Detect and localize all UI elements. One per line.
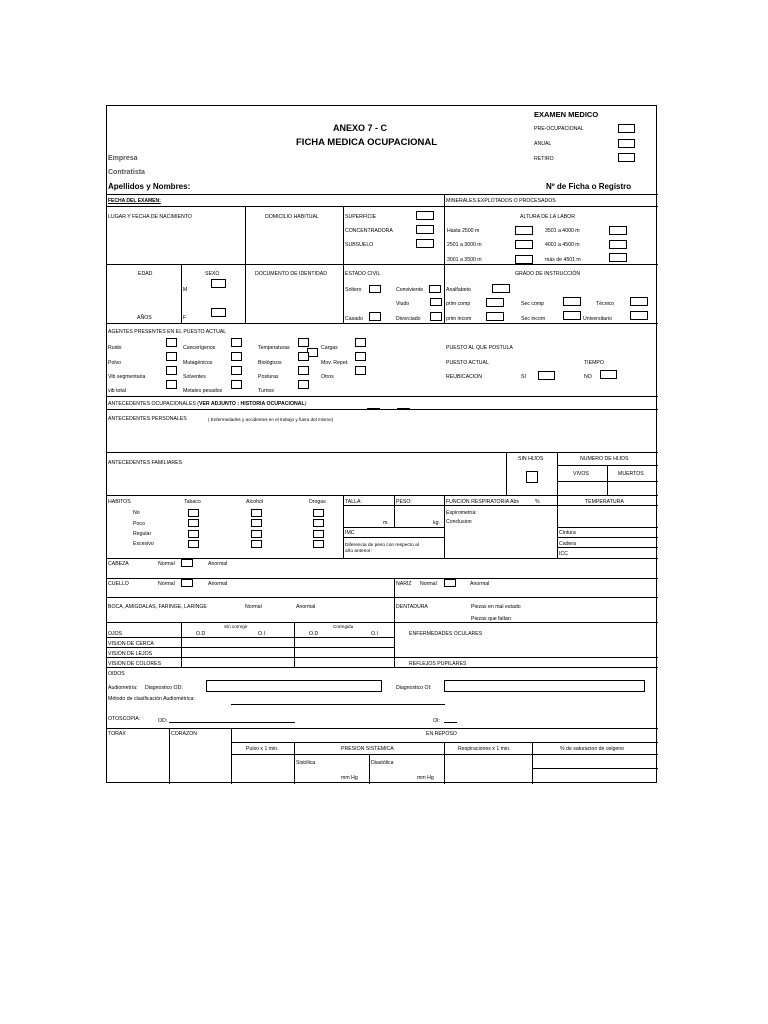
anexo-title: ANEXO 7 - C — [333, 123, 388, 133]
piezas-mal-estado-label: Piezas en mal estado — [471, 604, 521, 610]
cuello-normal-checkbox[interactable] — [181, 579, 193, 587]
divider — [444, 194, 445, 206]
conviviente-label: Conviviente — [396, 287, 424, 293]
pre-ocupacional-checkbox[interactable] — [618, 124, 635, 133]
divider — [557, 547, 658, 548]
divider — [107, 495, 658, 496]
divider — [107, 323, 658, 324]
conclusion-label: Conclusion — [446, 519, 472, 525]
antecedentes-ocupacionales-suffix: ) — [304, 401, 307, 407]
otros-label: Otros — [321, 374, 334, 380]
altura-1-checkbox[interactable] — [515, 226, 533, 235]
cadera-label: Cadera — [559, 541, 577, 547]
talla-unit: m. — [383, 520, 389, 526]
superficie-checkbox[interactable] — [416, 211, 434, 220]
turnos-label: Turnos — [258, 388, 274, 394]
divider — [231, 754, 658, 755]
superficie-label: SUPERFICIE — [345, 214, 377, 220]
cargas-label: Cargas — [321, 345, 338, 351]
anos-label: AÑOS — [137, 315, 152, 321]
divider — [369, 754, 370, 784]
cancerigenos-checkbox[interactable] — [231, 338, 242, 347]
soltero-checkbox[interactable] — [369, 285, 381, 293]
divider — [107, 264, 658, 265]
antecedentes-ocupacionales-label — [108, 401, 306, 407]
nariz-normal-checkbox[interactable] — [444, 579, 456, 587]
turnos-checkbox[interactable] — [298, 380, 309, 389]
ruido-label: Ruido — [108, 345, 122, 351]
mov-repet-label: Mov. Repet. — [321, 360, 349, 366]
divider — [181, 264, 182, 323]
alcohol-regular-checkbox[interactable] — [251, 530, 262, 538]
divider — [107, 396, 658, 397]
biologicos-label: Biológicos — [258, 360, 282, 366]
lugar-nacimiento-label: LUGAR Y FECHA DE NACIMIENTO — [108, 214, 192, 220]
divider — [367, 408, 380, 410]
otoscopia-od-label: OD: — [158, 718, 168, 724]
tabaco-regular-checkbox[interactable] — [188, 530, 199, 538]
alcohol-poco-checkbox[interactable] — [251, 519, 262, 527]
reubicacion-si-checkbox[interactable] — [538, 371, 555, 380]
nariz-label: NARIZ — [396, 581, 412, 587]
reubicacion-no-checkbox[interactable] — [600, 370, 617, 379]
tabaco-excesivo-checkbox[interactable] — [188, 540, 199, 548]
talla-label: TALLA: — [345, 499, 362, 505]
divider — [394, 495, 395, 527]
diastolica-unit: mm Hg — [417, 775, 434, 781]
funcion-respiratoria-label: FUNCION RESPIRATORIA Abs — [446, 499, 520, 505]
oidos-label: OIDOS — [108, 671, 125, 677]
drogas-label: Drogas — [309, 499, 326, 505]
polvo-label: Polvo — [108, 360, 121, 366]
divider — [394, 578, 395, 622]
altura-2-checkbox[interactable] — [609, 226, 627, 235]
divorciado-label: Divorciado — [396, 316, 421, 322]
ficha-number-label: Nº de Ficha o Registro — [546, 182, 632, 191]
cintura-label: Cintura — [559, 530, 576, 536]
diastolica-label: Diastólica — [371, 760, 394, 766]
minerales-label: MINERALES EXPLOTADOS O PROCESADOS — [446, 198, 556, 204]
cuello-normal-label: Normal — [158, 581, 175, 587]
reflejos-pupilares-label: REFLEJOS PUPILARES — [409, 661, 467, 667]
reubicacion-si-label: SI — [521, 374, 526, 380]
divider — [444, 722, 457, 723]
diagnostico-od-field[interactable] — [206, 680, 382, 692]
anual-label: ANUAL — [534, 141, 552, 147]
antecedentes-personales-note: ( Enfermedades y accidentes en el trabajo y fuera del mismo) — [208, 417, 334, 422]
viudo-checkbox[interactable] — [430, 298, 442, 306]
boca-label: BOCA, AMIGDALAS, FARINGE, LARINGE — [108, 604, 207, 610]
muertos-label: MUERTOS — [618, 471, 644, 477]
vib-segmentaria-checkbox[interactable] — [166, 366, 177, 375]
reubicacion-label: REUBICACION — [446, 374, 483, 380]
espirometria-label: Espirometría: — [446, 510, 477, 516]
divider — [532, 768, 658, 769]
peso-label: PESO: — [396, 499, 412, 505]
vision-lejos-label: VISION DE LEJOS — [108, 651, 153, 657]
otoscopia-label: OTOSCOPIA: — [108, 716, 141, 722]
altura-6-label: más de 4501 m — [545, 257, 581, 263]
sec-comp-checkbox[interactable] — [563, 297, 581, 306]
diferencia-peso-label-2: año anterior: — [345, 549, 372, 554]
diferencia-peso-label: Diferencia de peso con respecto al — [345, 543, 419, 548]
peso-unit: kg. — [433, 520, 440, 526]
vib-total-label: vib total — [108, 388, 126, 394]
estado-civil-label: ESTADO CIVIL — [345, 271, 381, 277]
presion-sistemica-label: PRESION SISTEMICA — [341, 746, 394, 752]
sin-corregir-label: Sin corregir — [224, 624, 248, 629]
solventes-label: Solventes — [183, 374, 206, 380]
prim-comp-label: prim comp — [446, 301, 471, 307]
analfabeto-label: Analfabeto — [446, 287, 471, 293]
sistolica-label: Sistólica — [296, 760, 316, 766]
contratista-label: Contratista — [108, 169, 145, 176]
metales-checkbox[interactable] — [231, 380, 242, 389]
grado-instruccion-label: GRADO DE INSTRUCCIÓN — [515, 271, 581, 277]
divider — [107, 622, 658, 623]
enfermedades-oculares-label: ENFERMEDADES OCULARES — [409, 631, 483, 637]
divider — [245, 206, 246, 264]
divider — [343, 527, 444, 528]
soltero-label: Soltero — [345, 287, 362, 293]
altura-4-label: 4001 a 4500 m — [545, 242, 580, 248]
tabaco-label: Tabaco — [184, 499, 201, 505]
vision-colores-label: VISION DE COLORES — [108, 661, 162, 667]
divider — [107, 597, 658, 598]
sin-hijos-label: SIN HIJOS — [518, 456, 544, 462]
pulso-label: Pulso x 1 min. — [246, 746, 279, 752]
dentadura-label: DENTADURA — [396, 604, 428, 610]
prim-incom-checkbox[interactable] — [486, 312, 504, 321]
viudo-label: Viudo — [396, 301, 410, 307]
altura-4-checkbox[interactable] — [609, 240, 627, 249]
universitario-label: Universitario — [583, 316, 612, 322]
tiempo-label: TIEMPO — [584, 360, 604, 366]
divider — [532, 742, 533, 784]
altura-label: ALTURA DE LA LABOR — [520, 214, 575, 220]
funcion-respiratoria-unit: % — [535, 499, 540, 505]
divorciado-checkbox[interactable] — [430, 312, 442, 321]
divider — [231, 728, 232, 784]
divider — [557, 481, 658, 482]
divider — [506, 452, 507, 495]
posturas-checkbox[interactable] — [298, 366, 309, 375]
en-reposo-label: EN REPOSO — [426, 731, 457, 737]
divider — [444, 505, 658, 506]
divider — [107, 409, 658, 410]
altura-2-label: 3501 a 4000 m — [545, 228, 580, 234]
sec-comp-label: Sec comp — [521, 301, 545, 307]
divider — [181, 622, 182, 667]
antecedentes-ocupacionales-link[interactable]: VER ADJUNTO : HISTORIA OCUPACIONAL — [199, 401, 305, 407]
habitos-label: HABITOS — [108, 499, 131, 505]
antecedentes-personales-label: ANTECEDENTES PERSONALES — [108, 416, 187, 422]
cancerigenos-label: Cancerígenos — [183, 345, 216, 351]
temperaturas-label: Temperaturas — [258, 345, 290, 351]
temperatura-label: TEMPERATURA — [585, 499, 624, 505]
divider — [107, 657, 658, 658]
sec-incom-checkbox[interactable] — [563, 311, 581, 320]
habito-regular-label: Regular — [133, 531, 152, 537]
drogas-excesivo-checkbox[interactable] — [313, 540, 324, 548]
cuello-anormal-label: Anormal — [208, 581, 228, 587]
sistolica-unit: mm Hg — [341, 775, 358, 781]
diagnostico-oi-label: Diagnostico OI: — [396, 685, 432, 691]
audiometria-label: Audiometría: — [108, 685, 138, 691]
tecnico-checkbox[interactable] — [630, 297, 648, 306]
sexo-f-label: F — [183, 315, 187, 321]
retiro-checkbox[interactable] — [618, 153, 635, 162]
empresa-label: Empresa — [108, 155, 138, 162]
pre-ocupacional-label: PRE-OCUPACIONAL — [534, 126, 584, 132]
piezas-faltan-label: Piezas que faltan — [471, 616, 511, 622]
divider — [107, 194, 658, 195]
subsuelo-checkbox[interactable] — [416, 239, 434, 248]
altura-5-label: 3001 a 3500 m — [447, 257, 482, 263]
habito-poco-label: Poco — [133, 521, 145, 527]
nariz-normal-label: Normal — [420, 581, 437, 587]
temperaturas-checkbox[interactable] — [298, 338, 309, 347]
posturas-label: Posturas — [258, 374, 279, 380]
vision-cerca-label: VISION DE CERCA — [108, 641, 154, 647]
numero-hijos-label: NUMERO DE HIJOS — [580, 456, 629, 462]
sec-incom-label: Sec incom — [521, 316, 546, 322]
divider — [343, 537, 444, 538]
divider — [557, 452, 558, 495]
altura-3-label: 2501 a 3000 m — [447, 242, 482, 248]
tecnico-label: Técnico — [596, 301, 615, 307]
drogas-regular-checkbox[interactable] — [313, 530, 324, 538]
agentes-title: AGENTES PRESENTES EN EL PUESTO ACTUAL — [108, 329, 227, 335]
conviviente-checkbox[interactable] — [429, 285, 441, 293]
otoscopia-oi-label: OI: — [433, 718, 440, 724]
tabaco-no-checkbox[interactable] — [188, 509, 199, 517]
sin-corregir-oi-label: O.I — [258, 631, 265, 637]
alcohol-excesivo-checkbox[interactable] — [251, 540, 262, 548]
divider — [107, 452, 658, 453]
alcohol-no-checkbox[interactable] — [251, 509, 262, 517]
divider — [107, 206, 658, 207]
altura-3-checkbox[interactable] — [515, 240, 533, 249]
nariz-anormal-label: Anormal — [470, 581, 490, 587]
divider — [107, 647, 394, 648]
medical-form — [106, 105, 657, 783]
divider — [169, 722, 295, 723]
ojos-label: OJOS — [108, 631, 123, 637]
divider — [169, 728, 170, 784]
puesto-postula-label: PUESTO AL QUE POSTULA — [446, 345, 513, 351]
vivos-label: VIVOS — [573, 471, 589, 477]
divider — [397, 408, 410, 410]
universitario-checkbox[interactable] — [630, 311, 648, 320]
divider — [343, 505, 444, 506]
altura-1-label: Hasta 2500 m — [447, 228, 480, 234]
divider — [557, 537, 658, 538]
cargas-checkbox[interactable] — [355, 338, 366, 347]
divider — [294, 742, 295, 784]
corregida-oi-label: O.I — [371, 631, 378, 637]
sin-hijos-checkbox[interactable] — [526, 471, 538, 483]
cabeza-normal-checkbox[interactable] — [181, 559, 193, 567]
apellidos-label: Apellidos y Nombres: — [108, 182, 191, 191]
prim-incom-label: prim incom — [446, 316, 472, 322]
diagnostico-oi-field[interactable] — [444, 680, 645, 692]
habito-excesivo-label: Excesivo — [133, 541, 154, 547]
divider — [107, 667, 658, 668]
form-title: FICHA MEDICA OCUPACIONAL — [296, 137, 438, 148]
cabeza-label: CABEZA — [108, 561, 129, 567]
reubicacion-no-label: NO — [584, 374, 592, 380]
alcohol-label: Alcohol — [246, 499, 264, 505]
divider — [245, 264, 246, 323]
vib-total-checkbox[interactable] — [166, 380, 177, 389]
diagnostico-od-label: Diagnostico OD: — [145, 685, 183, 691]
sexo-m-label: M — [183, 287, 188, 293]
concentradora-checkbox[interactable] — [416, 225, 434, 234]
respiraciones-label: Respiraciones x 1 min. — [458, 746, 511, 752]
sexo-label: SEXO — [205, 271, 220, 277]
antecedentes-ocupacionales-prefix: ANTECEDENTES OCUPACIONALES ( — [108, 401, 199, 407]
corregida-label: Corregida — [333, 624, 354, 629]
divider — [231, 704, 445, 705]
metodo-clasificacion-label: Método de clasificación Audiométrica: — [108, 696, 195, 702]
edad-label: EDAD — [138, 271, 153, 277]
cabeza-normal-label: Normal — [158, 561, 175, 567]
divider — [444, 742, 445, 784]
sexo-m-checkbox[interactable] — [211, 279, 226, 288]
anual-checkbox[interactable] — [618, 139, 635, 148]
divider — [557, 527, 658, 528]
corazon-label: CORAZON — [171, 731, 197, 737]
imc-label: IMC — [345, 530, 355, 536]
boca-anormal-label: Anormal — [296, 604, 316, 610]
examen-medico-title: EXAMEN MEDICO — [534, 110, 599, 119]
mov-repet-checkbox[interactable] — [355, 352, 366, 361]
ruido-checkbox[interactable] — [166, 338, 177, 347]
boca-normal-label: Normal — [245, 604, 262, 610]
cabeza-anormal-label: Anormal — [208, 561, 228, 567]
fecha-examen-label: FECHA DEL EXAMEN: — [108, 198, 161, 204]
subsuelo-label: SUBSUELO — [345, 242, 374, 248]
mutagenicos-checkbox[interactable] — [231, 352, 242, 361]
biologicos-checkbox[interactable] — [298, 352, 309, 361]
saturacion-oxigeno-label: % de saturacion de oxigeno — [560, 746, 625, 752]
divider — [607, 465, 608, 495]
antecedentes-familiares-label: ANTECEDENTES FAMILIARES — [108, 460, 183, 466]
icc-label: ICC — [559, 551, 568, 557]
divider — [394, 622, 395, 667]
habito-no-label: No — [133, 510, 140, 516]
casado-checkbox[interactable] — [369, 312, 381, 321]
torax-label: TORAX — [108, 731, 126, 737]
drogas-no-checkbox[interactable] — [313, 509, 324, 517]
retiro-label: RETIRO — [534, 156, 554, 162]
altura-5-checkbox[interactable] — [515, 255, 533, 264]
divider — [294, 622, 295, 667]
altura-6-checkbox[interactable] — [609, 253, 627, 262]
divider — [107, 637, 394, 638]
analfabeto-checkbox[interactable] — [492, 284, 510, 293]
corregida-od-label: O.D — [309, 631, 319, 637]
metales-label: Metales pesados — [183, 388, 223, 394]
drogas-poco-checkbox[interactable] — [313, 519, 324, 527]
casado-label: Casado — [345, 316, 363, 322]
prim-comp-checkbox[interactable] — [486, 298, 504, 307]
solventes-checkbox[interactable] — [231, 366, 242, 375]
domicilio-label: DOMICILIO HABITUAL — [265, 214, 319, 220]
sin-corregir-od-label: O.D — [196, 631, 206, 637]
cuello-label: CUELLO — [108, 581, 129, 587]
concentradora-label: CONCENTRADORA — [345, 228, 393, 234]
otros-checkbox[interactable] — [355, 366, 366, 375]
divider — [107, 728, 658, 729]
puesto-actual-label: PUESTO ACTUAL — [446, 360, 489, 366]
polvo-checkbox[interactable] — [166, 352, 177, 361]
tabaco-poco-checkbox[interactable] — [188, 519, 199, 527]
vib-segmentaria-label: Vib segmentaria — [108, 374, 146, 380]
documento-label: DOCUMENTO DE IDENTIDAD — [255, 271, 327, 277]
mutagenicos-label: Mutagénicos — [183, 360, 213, 366]
sexo-f-checkbox[interactable] — [211, 308, 226, 317]
